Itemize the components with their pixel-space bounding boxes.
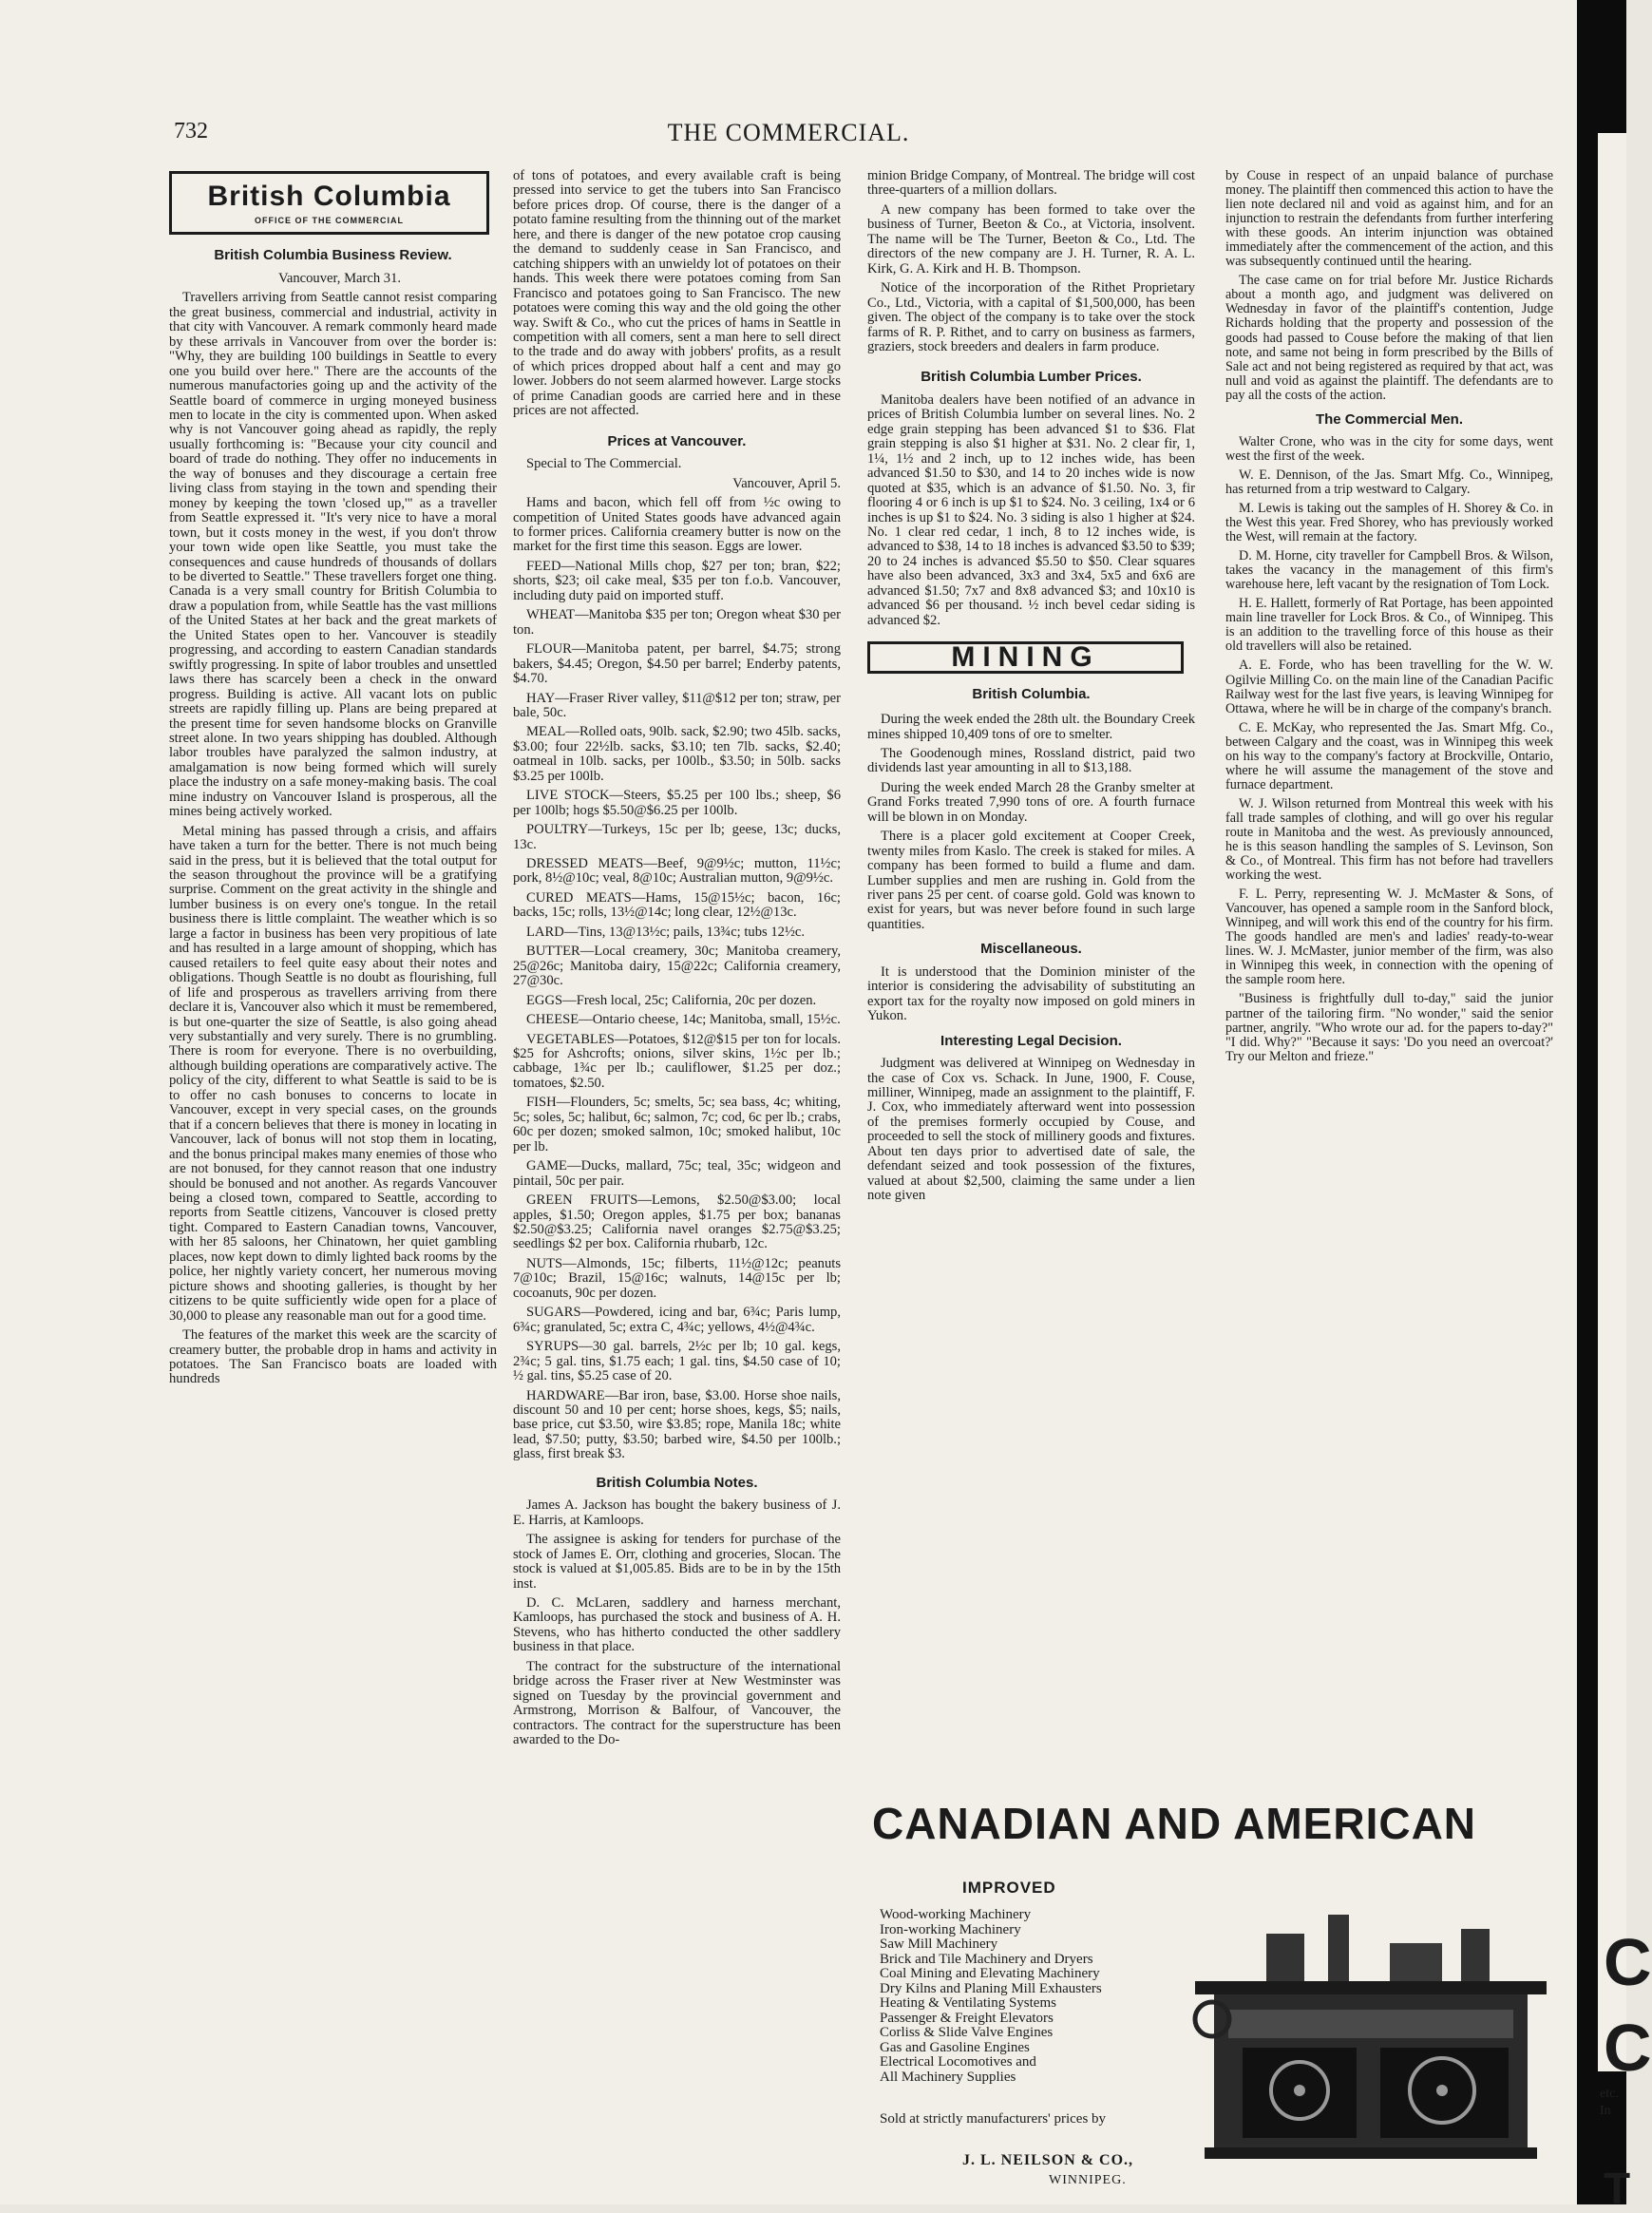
price-paragraph: VEGETABLES—Potatoes, $12@$15 per ton for locals. $25 for Ashcrofts; onions, silver skins, 1½c per lb.; cabbage, 1¾c per lb.; cauliflower, $1.25 per doz.; tomatoes, $2.50.: [513, 1031, 841, 1091]
article-heading: British Columbia Lumber Prices.: [921, 369, 1142, 386]
price-paragraph: EGGS—Fresh local, 25c; California, 20c per dozen.: [526, 992, 817, 1008]
notes-list: [513, 1498, 841, 1747]
mining-paragraph: During the week ended the 28th ult. the Boundary Creek mines shipped 10,409 tons of ore to smelter.: [867, 712, 1195, 742]
ad-sold-note: Sold at strictly manufacturers' prices by: [880, 2111, 1107, 2127]
price-paragraph: GAME—Ducks, mallard, 75c; teal, 35c; widgeon and pintail, 50c per pair.: [513, 1158, 841, 1189]
ad-product-item: Gas and Gasoline Engines: [880, 2039, 1030, 2055]
price-paragraph: CURED MEATS—Hams, 15@15½c; bacon, 16c; backs, 15c; rolls, 13½@14c; long clear, 12½@13c.: [513, 889, 841, 921]
price-paragraph: Hams and bacon, which fell off from ½c owing to competition of United States goods have advanced again to former prices. California creamery butter is now on the market for the first time this season. Eggs are lower.: [513, 495, 841, 555]
column-4-intro: [1225, 169, 1553, 403]
edge-fragment: etc.: [1600, 2087, 1619, 2101]
mining-paragraph: During the week ended March 28 the Granby smelter at Grand Forks treated 7,990 tons of ore. A fourth furnace will be blown in on Monday.: [867, 779, 1195, 825]
legal-list: [867, 1057, 1195, 1204]
commercial-men-paragraph: W. E. Dennison, of the Jas. Smart Mfg. Co., Winnipeg, has returned from a trip westward to Calgary.: [1225, 467, 1553, 497]
commercial-men-paragraph: A. E. Forde, who has been travelling for the W. W. Ogilvie Milling Co. on the main line of the Canadian Pacific Railway west for the last five years, is leaving Winnipeg for Ottawa, where he will be in charge of the company's branch.: [1225, 658, 1553, 716]
price-paragraph: FISH—Flounders, 5c; smelts, 5c; sea bass, 4c; whiting, 5c; soles, 5c; halibut, 6c; salmon, 7c; cod, 6c per lb.; crabs, 60c per dozen; smoked salmon, 10c; smoked halibut, 10c per lb.: [513, 1095, 841, 1154]
page-number: 732: [174, 119, 208, 143]
mining-list: [867, 713, 1195, 932]
note-paragraph: The assignee is asking for tenders for purchase of the stock of James E. Orr, clothing and groceries, Slocan. The stock is valued at $1,005.85. Bids are to be in by the 15th inst.: [513, 1532, 841, 1592]
column-4: [1225, 169, 1553, 1119]
ad-firm-name: J. L. NEILSON & CO.,: [962, 2152, 1134, 2168]
ad-product-item: Brick and Tile Machinery and Dryers: [880, 1951, 1093, 1967]
mining-banner: MINING: [867, 641, 1184, 673]
ad-product-list: [880, 1908, 1155, 2085]
section-banner-subtitle: OFFICE OF THE COMMERCIAL: [255, 216, 404, 225]
edge-glyph: C: [1604, 2011, 1652, 2085]
price-paragraph: CHEESE—Ontario cheese, 14c; Manitoba, small, 15½c.: [526, 1012, 841, 1028]
mining-paragraph: The Goodenough mines, Rossland district, paid two dividends last year amounting in all to $13,188.: [867, 745, 1195, 776]
price-paragraph: HARDWARE—Bar iron, base, $3.00. Horse shoe nails, discount 50 and 10 per cent; horse shoes, kegs, $5; nails, base price, cut $3.50, wire $3.85; rope, Manila 18c; white lead, $7.50; putty, $3.50; barbed wire, $4.50 per 100lb.; glass, first break $3.: [513, 1387, 841, 1462]
price-paragraph: Special to The Commercial.: [526, 456, 682, 472]
advertisement: [872, 1791, 1577, 2187]
article-heading: Miscellaneous.: [980, 941, 1082, 958]
price-paragraph: FLOUR—Manitoba patent, per barrel, $4.75; strong bakers, $4.45; Oregon, $4.50 per barrel; Enderby patents, $4.70.: [513, 641, 841, 687]
ad-product-item: Wood-working Machinery: [880, 1907, 1032, 1922]
column-3: [867, 169, 1195, 1775]
price-paragraph: WHEAT—Manitoba $35 per ton; Oregon wheat $30 per ton.: [513, 607, 841, 638]
article-paragraph: minion Bridge Company, of Montreal. The bridge will cost three-quarters of a million dollars.: [867, 168, 1195, 199]
column-3-intro: [867, 169, 1195, 354]
price-paragraph: Vancouver, April 5.: [732, 475, 841, 491]
price-paragraph: GREEN FRUITS—Lemons, $2.50@$3.00; local apples, $1.50; Oregon apples, $1.75 per box; bananas $2.50@$3.25; California navel oranges $2.75@$3.25; seedlings $2 per box. California rhubarb, 12c.: [513, 1192, 841, 1252]
article-paragraph: Notice of the incorporation of the Rithet Proprietary Co., Ltd., Victoria, with a capital of $1,500,000, has been given. The object of the company is to take over the stock farms of R. P. Rithet, and to carry on business as farmers, graziers, stock breeders and dealers in farm produce.: [867, 280, 1195, 354]
ad-product-item: Corliss & Slide Valve Engines: [880, 2025, 1054, 2040]
ad-product-item: Iron-working Machinery: [880, 1921, 1021, 1937]
mining-paragraph: There is a placer gold excitement at Cooper Creek, twenty miles from Kaslo. The creek is staked for miles. A company has been formed to build a flume and dam. Lumber supplies and men are rushing in. Gold from the river pans 25 per cent. of coarse gold. Gold was known to exist for years, but was never before found in such large quantities.: [867, 829, 1195, 932]
price-paragraph: HAY—Fraser River valley, $11@$12 per ton; straw, per bale, 50c.: [513, 690, 841, 720]
commercial-men-paragraph: M. Lewis is taking out the samples of H. Shorey & Co. in the West this year. Fred Shorey, who has previously worked the West, will remain at the factory.: [1225, 500, 1553, 545]
price-paragraph: MEAL—Rolled oats, 90lb. sack, $2.90; two 45lb. sacks, $3.00; four 22½lb. sacks, $3.10; ten 7lb. sacks, $2.40; oatmeal in 10lb. sacks, per 100lb., $3.50; in 50lb. sacks $3.25 per 100lb.: [513, 724, 841, 784]
note-paragraph: D. C. McLaren, saddlery and harness merchant, Kamloops, has purchased the stock and business of A. H. Stevens, who has hitherto conducted the other saddlery business in that place.: [513, 1594, 841, 1655]
price-paragraph: NUTS—Almonds, 15c; filberts, 11½@12c; peanuts 7@10c; Brazil, 15@16c; walnuts, 14@15c per lb; cocoanuts, 90c per dozen.: [513, 1255, 841, 1301]
misc-list: [867, 965, 1195, 1024]
note-paragraph: The contract for the substructure of the international bridge across the Fraser river at New Westminster was signed on Tuesday by the provincial government and Armstrong, Morrison & Balfour, of Vancouver, the contractors. The contract for the superstructure has been awarded to the Do-: [513, 1658, 841, 1748]
article-paragraph: of tons of potatoes, and every available craft is being pressed into service to get the tubers into San Francisco before prices drop. Of course, there is the danger of a potato famine resulting from the thinning out of the market here, and there is danger of the new potatoe crop causing the demand to suddenly cease in San Francisco, and catching shippers with an unwieldy lot of potatoes on their hands. This week there were potatoes coming from San Francisco and potatoes going to San Francisco. The new potatoes were coming this way and the old going the other way. Swift & Co., who cut the prices of hams in Seattle in competition with all comers, sent a man here to sell direct to the trade and do away with jobbers' profits, as a result of which prices dropped about half a cent and may go lower. Jobbers do not seem alarmed however. Large stocks of prime Canadian goods are carried here and in these prices are not affected.: [513, 168, 841, 419]
column-1: [169, 169, 497, 2008]
prices-list: [513, 457, 841, 1462]
ad-product-item: All Machinery Supplies: [880, 2069, 1016, 2085]
article-heading: The Commercial Men.: [1315, 410, 1464, 428]
machine-illustration: [1176, 1877, 1566, 2181]
price-paragraph: LARD—Tins, 13@13½c; pails, 13¾c; tubs 12½c.: [526, 924, 806, 940]
article-heading: Interesting Legal Decision.: [940, 1032, 1122, 1049]
note-paragraph: James A. Jackson has bought the bakery business of J. E. Harris, at Kamloops.: [513, 1498, 841, 1528]
article-paragraph: Travellers arriving from Seattle cannot resist comparing the great business, commercial and industrial, activity in that city with Vancouver. A remark commonly heard made by these arrivals in Vancouver from over the border is: "Why, they are building 100 buildings in Seattle to every one you build over here." There are the accounts of the numerous manufactories going up and the activity of the Seattle board of commerce in urging moneyed business men to locate in the city is commented upon. When asked why is not Vancouver going ahead as rapidly, the reply usually forthcoming is: "Because your city council and board of trade do nothing. They offer no inducements in the way of bonuses and they discourage a certain free living class from staying in the town and spending their money by keeping the town 'closed up,'" as a traveller from Seattle expressed it. "It's very nice to have a moral town, but it costs money in the west, if you don't throw your town wide open like Seattle, you must take the consequences and cause hundreds of thousands of dollars to be diverted to Seattle." These travellers forget one thing. Canada is a very small country for British Columbia to draw a population from, while Seattle has the vast millions of the United States at her back and the great markets of the United States open to her. Vancouver is steadily progressing, and according to eastern Canadian standards swiftly progressing. In spite of labor troubles and unsettled laws there has scarcely been a check in the onward progress. Building is active. All vacant lots on public streets are rapidly filling up. Plans are being prepared at the present time for seven handsome blocks on Granville street alone. In two years shipping has doubled. Although labor troubles have paralyzed the salmon industry, at amalgamation is now being formed which will surely place the industry on a safe money-making basis. The coal mine industry on Vancouver Island is prosperous, all the mines being actively worked.: [169, 290, 497, 820]
edge-glyph: T: [1604, 2164, 1631, 2213]
column-2: [513, 169, 841, 2008]
adjacent-page-edge: [1598, 133, 1652, 2213]
price-paragraph: DRESSED MEATS—Beef, 9@9½c; mutton, 11½c; pork, 8½@10c; veal, 8@10c; Australian mutton, 9@9½c.: [513, 856, 841, 887]
article-paragraph: by Couse in respect of an unpaid balance of purchase money. The plaintiff then commenced this action to have the lien note declared nil and void as against him, and for an injunction to restrain the defendants from further interfering with these goods. An interim injunction was obtained immediately after the commencement of the action, and this was subsequently continued until the hearing.: [1225, 168, 1553, 270]
ad-city: WINNIPEG.: [1049, 2173, 1127, 2187]
ad-product-item: Dry Kilns and Planing Mill Exhausters: [880, 1980, 1102, 1996]
ad-product-item: Heating & Ventilating Systems: [880, 1995, 1056, 2011]
commercial-men-paragraph: W. J. Wilson returned from Montreal this week with his fall trade samples of clothing, and will go over his regular route in Manitoba and the west. As previously announced, he is this season handling the samples of S. Levinson, Son & Co., of Montreal. This firm has not before had travellers working the west.: [1225, 795, 1553, 884]
section-banner: [169, 171, 489, 235]
article-paragraph: It is understood that the Dominion minister of the interior is considering the advisability of substituting an export tax for the royalty now imposed on gold miners in Yukon.: [867, 963, 1195, 1024]
commercial-men-paragraph: D. M. Horne, city traveller for Campbell Bros. & Wilson, takes the vacancy in the management of this firm's warehouse here, left vacant by the resignation of Tom Lock.: [1225, 548, 1553, 593]
article-paragraph: The case came on for trial before Mr. Justice Richards about a month ago, and judgment was delivered on Wednesday in favor of the plaintiff's contention, Judge Richards holding that the property and possession of the goods had passed to Couse before the making of that lien note, and same not being in form prescribed by the Bills of Sale act and not being registered as required by that act, was null and void as against the plaintiff. The defendants are to pay all the costs of the action.: [1225, 273, 1553, 403]
commercial-men-list: [1225, 435, 1553, 1064]
price-paragraph: POULTRY—Turkeys, 15c per lb; geese, 13c; ducks, 13c.: [513, 822, 841, 852]
commercial-men-paragraph: F. L. Perry, representing W. J. McMaster & Sons, of Vancouver, has opened a sample room in the Sanford block, Winnipeg, and will work this end of the country for his firm. The goods handled are men's and ladies' ready-to-wear lines. W. J. McMaster, junior member of the firm, was also in Winnipeg this week, in connection with the opening of the sample room here.: [1225, 887, 1553, 988]
article-heading: British Columbia Business Review.: [214, 247, 452, 264]
article-paragraph: Metal mining has passed through a crisis, and affairs have taken a turn for the better. There is not much being said in the press, but it is believed that the total output for the season throughout the province will be a gratifying surprise. Comment on the great activity in the shingle and lumber business is on every one's tongue. In the retail business there is little complaint. The weather which is so large a factor in business has been very propitious of late and has resulted in a large amount of shopping, which has caused retailers to feel quite easy about their notes and obligations. Though Seattle is no doubt as flourishing, full of life and prosperous as travellers arriving from there declare it is, Vancouver also which it must be remembered, is but one-quarter the size of Seattle, is also going ahead very substantially and very surely. There is no grumbling. There is room for everyone. There is no overbuilding, although building operations are comparatively active. The policy of the city, different to what Seattle is said to be is to offer no cash bonuses to concerns to locate in Vancouver, except in very special cases, on the grounds that if a concern believes that there is money in locating in Vancouver, lack of bonus will not stop them in locating, and the bonus principal makes many enemies of those who are not bonused, for they cannot reason that one industry should be bonused and not another. As regards Vancouver being a closed town, compared to Seattle, according to reports from Seattle citizens, Vancouver is closed pretty tight. Compared to Eastern Canadian towns, Vancouver, with her 85 saloons, her Chinatown, her quiet gambling places, now kept down to dimly lighted back rooms by the police, her nightly variety concert, her numerous moving picture shows and shooting galleries, is thought by her citizens to be quite sufficiently wide open for a place of 30,000 to please any reasonable man out for a good time.: [169, 823, 497, 1324]
price-paragraph: SUGARS—Powdered, icing and bar, 6¾c; Paris lump, 6¾c; granulated, 5c; extra C, 4¾c; yellows, 4½@4¾c.: [513, 1305, 841, 1335]
article-paragraph: Manitoba dealers have been notified of an advance in prices of British Columbia lumber on several lines. No. 2 edge grain stepping has been advanced $1 to $36. Flat grain stepping is also $1 higher at $31. No. 2 clear fir, 1, 1¼, 1½ and 2 inch, up to 12 inches wide, has been advanced $1.50 to $30, and 14 to 20 inches wide is now quoted at $35, which is an advance of $1.50. No. 3, fir flooring 4 or 6 inch is up $1 to $24. No. 3 ceiling, 1x4 or 6 inches is up $1 to $24. No. 3 siding is also 1 higher at $24. No. 1 clear red cedar, 1 inch, 8 to 12 inches wide, is advanced to $38, 14 to 18 inches is advanced $3.50 to $39; 20 to 24 inches is advanced $5.50 to $50. Clear squares have also been advanced, 3x3 and 3x4, 5x5 and 6x6 are advanced $1.50; 7x7 and 8x8 advanced $3; and 10x10 is advanced $6 per thousand. ½ inch bevel cedar siding is advanced $2.: [867, 391, 1195, 628]
edge-glyph: C: [1604, 1925, 1652, 1999]
ad-improved-label: IMPROVED: [962, 1879, 1056, 1897]
article-paragraph: A new company has been formed to take over the business of Turner, Beeton & Co., at Victoria, insolvent. The name will be The Turner, Beeton & Co., Ltd. The directors of the new company are J. H. Turner, R. A. L. Kirk, G. A. Kirk and H. B. Thompson.: [867, 201, 1195, 277]
ad-product-item: Coal Mining and Elevating Machinery: [880, 1966, 1100, 1981]
ad-product-item: Passenger & Freight Elevators: [880, 2010, 1054, 2026]
article-heading: Prices at Vancouver.: [607, 432, 747, 449]
section-banner-title: British Columbia: [207, 181, 451, 212]
dateline: Vancouver, March 31.: [277, 270, 402, 286]
article-paragraph: The features of the market this week are the scarcity of creamery butter, the probable drop in hams and activity in potatoes. The San Francisco boats are loaded with hundreds: [169, 1327, 497, 1387]
commercial-men-paragraph: Walter Crone, who was in the city for some days, went west the first of the week.: [1225, 433, 1553, 464]
edge-fragment: In: [1600, 2104, 1611, 2118]
article-heading: British Columbia Notes.: [596, 1474, 758, 1491]
price-paragraph: BUTTER—Local creamery, 30c; Manitoba creamery, 25@26c; Manitoba dairy, 15@22c; California creamery, 27@30c.: [513, 944, 841, 989]
article-heading: British Columbia.: [972, 685, 1091, 702]
price-paragraph: FEED—National Mills chop, $27 per ton; bran, $22; shorts, $23; oil cake meal, $35 per ton f.o.b. Vancouver, including duty paid on imported stuff.: [513, 558, 841, 603]
lumber-list: [867, 393, 1195, 628]
ad-product-item: Electrical Locomotives and: [880, 2054, 1036, 2070]
price-paragraph: LIVE STOCK—Steers, $5.25 per 100 lbs.; sheep, $6 per 100lb; hogs $5.50@$6.25 per 100lb.: [513, 788, 841, 818]
article-paragraph: Judgment was delivered at Winnipeg on Wednesday in the case of Cox vs. Schack. In June, 1900, F. Couse, milliner, Winnipeg, made an assignment to the plaintiff, F. J. Cox, who immediately afterward went into possession of the premises formerly occupied by Couse, and proceeded to sell the stock of millinery goods and fixtures. About ten days prior to advertised date of sale, the defendant seized and took possession of the fixtures, valued at about $2,500, claiming the same under a lien note given: [867, 1056, 1195, 1204]
price-paragraph: SYRUPS—30 gal. barrels, 2½c per lb; 10 gal. kegs, 2¾c; 5 gal. tins, $1.75 each; 1 gal. tins, $4.50 case of 10; ½ gal. tins, $5.25 case of 20.: [513, 1339, 841, 1384]
commercial-men-paragraph: H. E. Hallett, formerly of Rat Portage, has been appointed main line traveller for Lock Bros. & Co., of Winnipeg. This is an addition to the travelling force of this house as their old travellers will also be retained.: [1225, 596, 1553, 655]
running-head: THE COMMERCIAL.: [667, 119, 910, 146]
commercial-men-paragraph: "Business is frightfully dull to-day," said the junior partner of the tailoring firm. "No wonder," said the senior partner, angrily. "Who wrote our ad. for the papers to-day?" "I did. Why?" "Because it says: 'Do you need an overcoat?' Try our Melton and frieze.": [1225, 991, 1553, 1064]
ad-headline: CANADIAN AND AMERICAN: [872, 1799, 1477, 1848]
commercial-men-paragraph: C. E. McKay, who represented the Jas. Smart Mfg. Co., between Calgary and the coast, was in Winnipeg this week on his way to the company's factory at Brockville, Ontario, where he will assume the management of the stove and furnace department.: [1225, 719, 1553, 792]
ad-product-item: Saw Mill Machinery: [880, 1936, 998, 1952]
